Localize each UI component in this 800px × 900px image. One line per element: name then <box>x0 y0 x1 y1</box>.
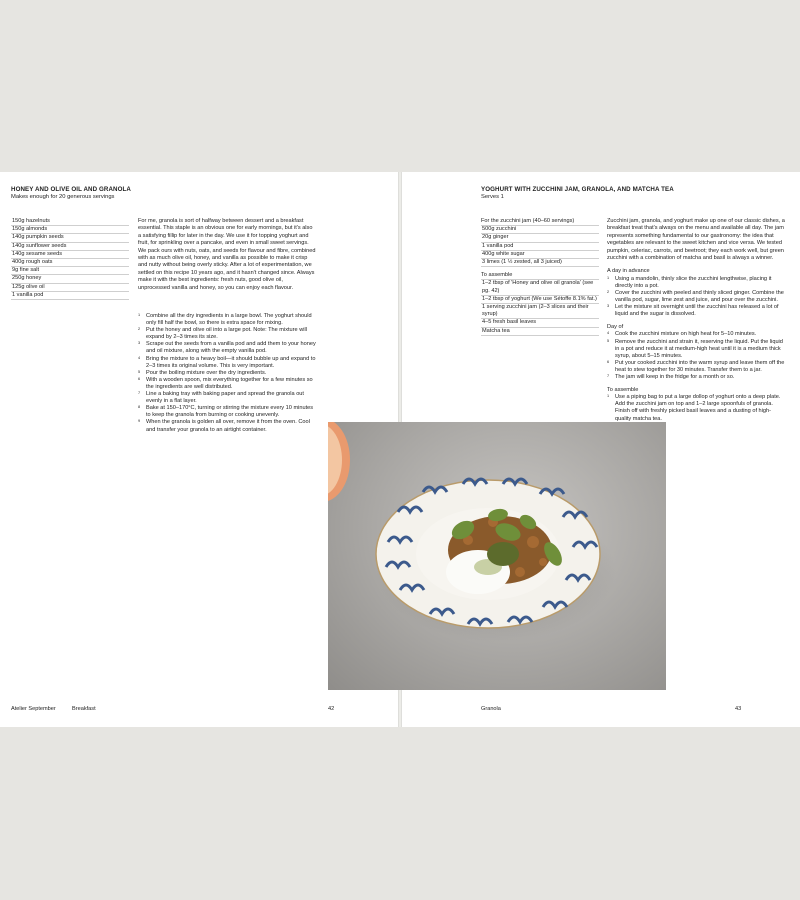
step-number: 9 <box>138 419 141 424</box>
step-number: 3 <box>607 304 610 309</box>
step-text: Let the mixture sit overnight until the zucchini has released a lot of liquid and the sugar is dissolved. <box>615 304 779 318</box>
step-text: When the granola is golden all over, remove it from the oven. Cool and transfer your granola to an airtight container. <box>146 419 310 433</box>
method-step <box>607 304 787 318</box>
page-number-left: 42 <box>328 706 335 712</box>
jam-ingredients-heading: For the zucchini jam (40–60 servings) <box>481 218 599 226</box>
step-text: The jam will keep in the fridge for a month or so. <box>615 373 735 380</box>
step-text: Using a mandolin, thinly slice the zucchini lengthwise, placing it directly into a pot. <box>615 275 772 289</box>
footer-publisher: Atelier September <box>11 706 56 712</box>
assemble-ingredient-list <box>481 280 599 335</box>
footer-section-right: Granola <box>481 706 501 712</box>
ingredient-item: 9g fine salt <box>11 267 129 275</box>
method-step <box>607 331 787 338</box>
method-steps-granola <box>138 313 316 434</box>
zucchini-jam <box>487 542 519 566</box>
ingredient-item: 250g honey <box>11 275 129 283</box>
step-number: 1 <box>138 313 141 317</box>
method-step <box>138 377 316 391</box>
recipe-title-yoghurt: YOGHURT WITH ZUCCHINI JAM, GRANOLA, AND MATCHA TEA <box>481 186 674 193</box>
step-text: Use a piping bag to put a large dollop of yoghurt onto a deep plate. Add the zucchini jam on top and 1–2 large spoonfuls of granola. Finish off with freshly picked basil leaves and a dusting of high-quality matcha tea. <box>615 394 781 422</box>
assemble-ingredients-heading: To assemble <box>481 272 599 280</box>
method-step <box>607 394 787 422</box>
ingredient-item: 1 vanilla pod <box>481 243 599 251</box>
step-number: 2 <box>607 289 610 294</box>
ingredient-item: 3 limes (1 ½ zested, all 3 juiced) <box>481 259 599 267</box>
step-number: 7 <box>138 391 141 396</box>
method-step <box>138 419 316 433</box>
day-in-advance-steps <box>607 276 787 319</box>
method-step <box>607 360 787 374</box>
method-step <box>607 339 787 360</box>
method-column-yoghurt <box>607 218 787 423</box>
ingredient-item: 140g sunflower seeds <box>11 243 129 251</box>
day-of-steps <box>607 331 787 381</box>
step-text: Scrape out the seeds from a vanilla pod and add them to your honey and oil mixture, along with the empty vanilla pod. <box>146 341 316 355</box>
ingredient-item: 140g sesame seeds <box>11 251 129 259</box>
ingredients-column-yoghurt <box>481 218 599 336</box>
ingredient-item: 4–5 fresh basil leaves <box>481 319 599 327</box>
step-number: 1 <box>607 394 610 399</box>
method-step <box>138 370 316 377</box>
method-step <box>138 391 316 405</box>
step-number: 6 <box>607 359 610 364</box>
step-text: Bake at 150–170°C, turning or stirring the mixture every 10 minutes to keep the granola from burning or cooking unevenly. <box>146 405 314 419</box>
step-number: 5 <box>607 338 610 343</box>
step-number: 4 <box>138 355 141 360</box>
to-assemble-steps <box>607 394 787 422</box>
step-text: Cover the zucchini with peeled and thinly sliced ginger. Combine the vanilla pod, sugar, lime zest and juice, and pour over the zucchini. <box>615 289 784 303</box>
ingredient-item: 150g hazelnuts <box>11 218 129 226</box>
ingredient-item: Matcha tea <box>481 328 599 336</box>
recipe-serves-yoghurt: Serves 1 <box>481 194 504 200</box>
step-text: Put your cooked zucchini into the warm syrup and leave them off the heat to stew together for 30 minutes. Transfer them to a jar. <box>615 359 785 373</box>
step-number: 4 <box>607 331 610 336</box>
ingredient-item: 150g almonds <box>11 226 129 234</box>
page-number-right: 43 <box>735 706 742 712</box>
step-text: Combine all the dry ingredients in a large bowl. The yoghurt should only fill half the bowl, so there is extra space for mixing. <box>146 313 312 327</box>
method-step <box>138 341 316 355</box>
ingredient-item: 500g zucchini <box>481 226 599 234</box>
step-number: 5 <box>138 369 141 374</box>
intro-paragraph-yoghurt: Zucchini jam, granola, and yoghurt make up one of our classic dishes, a breakfast treat that's always on the menu and available all day. The jam represents something fundamental to our gastronomy: the idea that vegetables are relevant to the sweet kitchen and vice versa. We tested pumpkin, celeriac, carrots, and beetroot; they each work well, but green zucchini with a combination of matcha and basil is always a winner. <box>607 218 785 262</box>
day-of-heading: Day of <box>607 324 624 331</box>
method-step <box>138 356 316 370</box>
day-in-advance-heading: A day in advance <box>607 268 650 275</box>
step-text: Bring the mixture to a heavy boil—it should bubble up and expand to 2–3 times its original volume. This is very important. <box>146 355 316 369</box>
ingredient-item: 400g rough oats <box>11 259 129 267</box>
ingredient-item: 1–2 tbsp of yoghurt (We use Sétoffe 8.1% fat.) <box>481 296 599 304</box>
method-step <box>607 374 787 381</box>
step-number: 7 <box>607 373 610 378</box>
ingredient-list-granola <box>11 218 129 300</box>
step-text: Put the honey and olive oil into a large pot. Note: The mixture will expand by 2–3 times its size. <box>146 327 307 341</box>
step-number: 6 <box>138 376 141 381</box>
ingredient-item: 1 vanilla pod <box>11 292 129 300</box>
ingredient-item: 125g olive oil <box>11 284 129 292</box>
step-number: 2 <box>138 327 141 332</box>
intro-paragraph-granola: For me, granola is sort of halfway between dessert and a breakfast essential. This staple is an obvious one for early mornings, but it's also a satisfying fillip for later in the day. We use it for topping yoghurt and fruit, for sprinkling over a pancake, and even in small sweet servings. We pack ours with nuts, oats, and seeds for flavour and fibre, combined with as much olive oil, honey, and vanilla as possible to make it crisp and nutty without being overly sticky. After a lot of experimentation, we settled on this recipe 10 years ago, and it hasn't changed since. Always make it with the best ingredients: fresh nuts, good olive oil, unprocessed vanilla and honey, so you can enjoy each flavour. <box>138 218 316 291</box>
method-step <box>138 313 316 327</box>
step-number: 1 <box>607 275 610 280</box>
ingredient-item: 140g pumpkin seeds <box>11 234 129 242</box>
ingredient-item: 1–2 tbsp of 'Honey and olive oil granola' (see pg. 42) <box>481 280 599 295</box>
ingredient-item: 1 serving zucchini jam (2–3 slices and their syrup) <box>481 304 599 319</box>
method-step <box>607 290 787 304</box>
recipe-yield-granola: Makes enough for 20 generous servings <box>11 194 115 200</box>
method-step <box>138 405 316 419</box>
step-text: With a wooden spoon, mix everything together for a few minutes so the ingredients are well distributed. <box>146 376 313 390</box>
step-number: 3 <box>138 341 141 346</box>
step-text: Remove the zucchini and strain it, reserving the liquid. Put the liquid in a pot and reduce it at medium-high heat until it is a medium thick syrup, about 5–15 minutes. <box>615 338 783 359</box>
recipe-title-granola: HONEY AND OLIVE OIL AND GRANOLA <box>11 186 131 193</box>
step-number: 8 <box>138 405 141 410</box>
ingredient-item: 20g ginger <box>481 234 599 242</box>
dish-photo <box>328 422 666 690</box>
to-assemble-heading: To assemble <box>607 387 639 394</box>
step-text: Line a baking tray with baking paper and spread the granola out evenly in a flat layer. <box>146 391 304 405</box>
step-text: Cook the zucchini mixture on high heat for 5–10 minutes. <box>615 331 757 338</box>
method-step <box>138 327 316 341</box>
step-text: Pour the boiling mixture over the dry ingredients. <box>146 369 267 376</box>
ingredient-item: 400g white sugar <box>481 251 599 259</box>
dish-illustration <box>328 422 666 690</box>
footer-section-left: Breakfast <box>72 706 96 712</box>
jam-ingredient-list <box>481 226 599 267</box>
method-step <box>607 276 787 290</box>
